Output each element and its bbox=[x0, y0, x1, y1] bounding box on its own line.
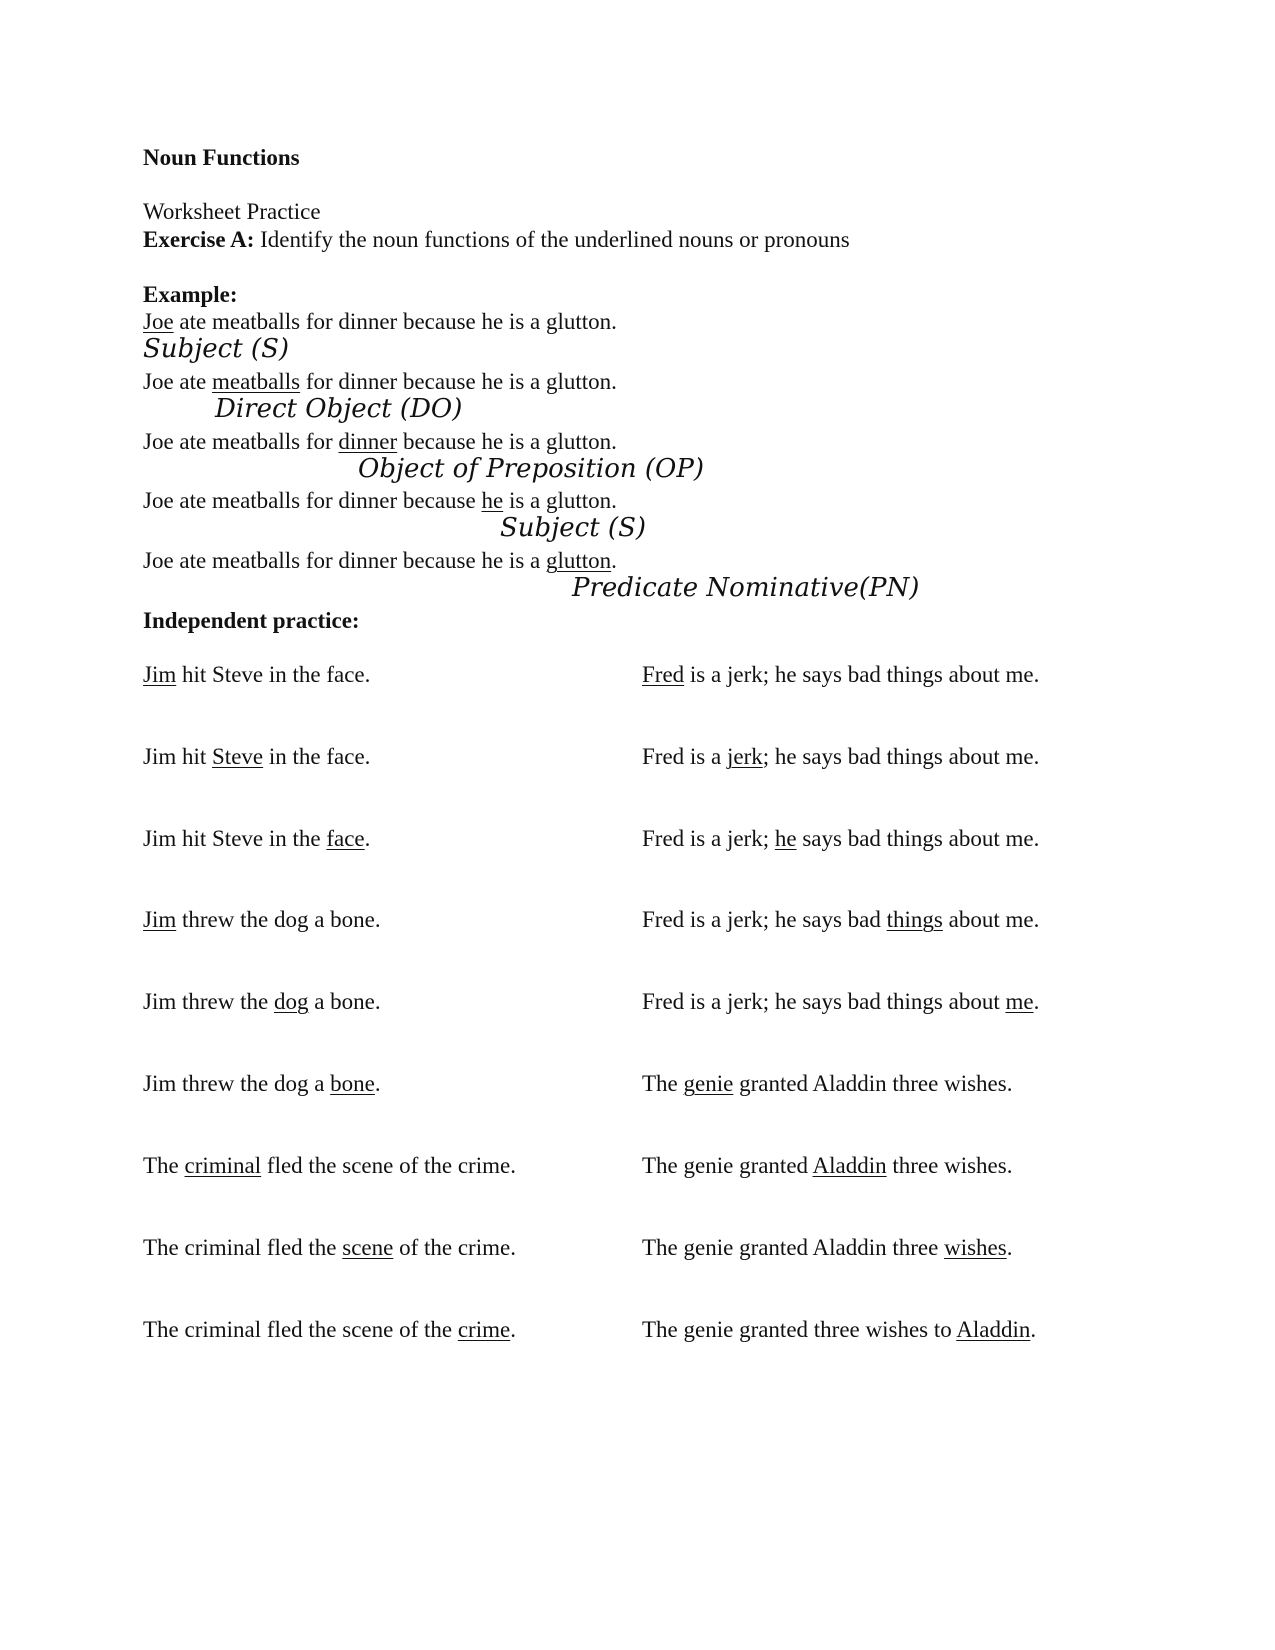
underlined-word: Aladdin bbox=[956, 1317, 1031, 1342]
underlined-word: criminal bbox=[184, 1153, 262, 1178]
sentence-fragment: The criminal fled the bbox=[143, 1235, 343, 1260]
underlined-word: me bbox=[1005, 989, 1034, 1014]
practice-item bbox=[642, 1236, 1012, 1259]
practice-item bbox=[143, 908, 381, 931]
practice-item bbox=[143, 827, 370, 850]
practice-item bbox=[143, 1154, 516, 1177]
underlined-word: dinner bbox=[338, 429, 398, 454]
underlined-word: Joe bbox=[143, 309, 174, 334]
page-title: Noun Functions bbox=[143, 145, 300, 170]
example-heading: Example: bbox=[143, 282, 238, 307]
sentence-fragment: . bbox=[510, 1317, 516, 1342]
underlined-word: crime bbox=[457, 1317, 511, 1342]
sentence-fragment: threw the dog a bone. bbox=[176, 907, 381, 932]
exercise-instruction-text: Identify the noun functions of the underlined nouns or pronouns bbox=[254, 227, 850, 252]
sentence-fragment: Joe ate bbox=[143, 369, 212, 394]
practice-item bbox=[642, 908, 1039, 931]
sentence-fragment: a bone. bbox=[308, 989, 381, 1014]
sentence-fragment: Fred is a bbox=[642, 744, 727, 769]
underlined-word: Fred bbox=[642, 662, 685, 687]
example-answer: Predicate Nominative(PN) bbox=[572, 573, 920, 603]
practice-item bbox=[642, 1318, 1036, 1341]
practice-item bbox=[642, 1154, 1012, 1177]
underlined-word: glutton bbox=[545, 548, 612, 573]
sentence-fragment: about me. bbox=[942, 907, 1040, 932]
sentence-fragment: The criminal fled the scene of the bbox=[143, 1317, 458, 1342]
practice-item bbox=[642, 1072, 1012, 1095]
example-answer: Subject (S) bbox=[500, 513, 647, 543]
sentence-fragment: The genie granted bbox=[642, 1153, 813, 1178]
sentence-fragment: The genie granted Aladdin three bbox=[642, 1235, 945, 1260]
sentence-fragment: Fred is a jerk; he says bad things about bbox=[642, 989, 1006, 1014]
example-answer: Subject (S) bbox=[143, 334, 290, 364]
sentence-fragment: of the crime. bbox=[393, 1235, 516, 1260]
example-sentence bbox=[143, 489, 617, 512]
exercise-label: Exercise A: bbox=[143, 227, 255, 252]
sentence-fragment: Fred is a jerk; he says bad bbox=[642, 907, 887, 932]
example-answer: Direct Object (DO) bbox=[215, 394, 463, 424]
sentence-fragment: . bbox=[611, 548, 617, 573]
sentence-fragment: Jim hit Steve in the bbox=[143, 826, 327, 851]
practice-item bbox=[143, 1236, 516, 1259]
sentence-fragment: Jim hit bbox=[143, 744, 213, 769]
underlined-word: face bbox=[326, 826, 365, 851]
underlined-word: he bbox=[481, 488, 504, 513]
example-sentence bbox=[143, 370, 617, 393]
sentence-fragment: . bbox=[1030, 1317, 1037, 1342]
sentence-fragment: Joe ate meatballs for dinner because bbox=[143, 488, 482, 513]
practice-item bbox=[642, 990, 1039, 1013]
underlined-word: meatballs bbox=[211, 369, 301, 394]
practice-item bbox=[143, 990, 381, 1013]
underlined-word: genie bbox=[683, 1071, 734, 1096]
practice-item bbox=[143, 1318, 516, 1341]
underlined-word: dog bbox=[273, 989, 309, 1014]
sentence-fragment: . bbox=[364, 826, 371, 851]
practice-item bbox=[642, 827, 1039, 850]
sentence-fragment: The genie granted three wishes to bbox=[642, 1317, 957, 1342]
page-subtitle: Worksheet Practice bbox=[143, 199, 321, 224]
sentence-fragment: Jim threw the dog a bbox=[143, 1071, 331, 1096]
sentence-fragment: hit Steve in the face. bbox=[176, 662, 371, 687]
sentence-fragment: says bad things about me. bbox=[796, 826, 1040, 851]
sentence-fragment: three wishes. bbox=[886, 1153, 1013, 1178]
underlined-word: Jim bbox=[143, 662, 177, 687]
sentence-fragment: is a jerk; he says bad things about me. bbox=[684, 662, 1040, 687]
practice-heading: Independent practice: bbox=[143, 608, 360, 633]
sentence-fragment: because he is a glutton. bbox=[397, 429, 617, 454]
practice-item bbox=[143, 663, 370, 686]
sentence-fragment: . bbox=[1033, 989, 1040, 1014]
sentence-fragment: for dinner because he is a glutton. bbox=[300, 369, 617, 394]
underlined-word: Jim bbox=[143, 907, 177, 932]
example-sentence bbox=[143, 549, 617, 572]
exercise-instruction bbox=[143, 228, 850, 251]
sentence-fragment: Fred is a jerk; bbox=[642, 826, 775, 851]
example-sentence bbox=[143, 310, 617, 333]
practice-item bbox=[143, 1072, 381, 1095]
practice-item bbox=[642, 663, 1039, 686]
example-answer: Object of Preposition (OP) bbox=[358, 454, 705, 484]
sentence-fragment: Joe ate meatballs for dinner because he is a bbox=[143, 548, 546, 573]
sentence-fragment: in the face. bbox=[263, 744, 371, 769]
sentence-fragment: fled the scene of the crime. bbox=[261, 1153, 516, 1178]
underlined-word: he bbox=[774, 826, 797, 851]
sentence-fragment: is a glutton. bbox=[503, 488, 617, 513]
sentence-fragment: granted Aladdin three wishes. bbox=[733, 1071, 1013, 1096]
sentence-fragment: ate meatballs for dinner because he is a glutton. bbox=[173, 309, 617, 334]
underlined-word: Steve bbox=[212, 744, 264, 769]
sentence-fragment: Joe ate meatballs for bbox=[143, 429, 339, 454]
sentence-fragment: Jim threw the bbox=[143, 989, 274, 1014]
underlined-word: scene bbox=[342, 1235, 394, 1260]
sentence-fragment: The bbox=[143, 1153, 185, 1178]
underlined-word: Aladdin bbox=[812, 1153, 887, 1178]
sentence-fragment: . bbox=[374, 1071, 381, 1096]
underlined-word: wishes bbox=[944, 1235, 1007, 1260]
sentence-fragment: ; he says bad things about me. bbox=[762, 744, 1040, 769]
sentence-fragment: The bbox=[642, 1071, 684, 1096]
practice-item bbox=[143, 745, 370, 768]
underlined-word: bone bbox=[330, 1071, 375, 1096]
underlined-word: jerk bbox=[726, 744, 763, 769]
sentence-fragment: . bbox=[1006, 1235, 1013, 1260]
example-sentence bbox=[143, 430, 617, 453]
underlined-word: things bbox=[886, 907, 943, 932]
practice-item bbox=[642, 745, 1039, 768]
